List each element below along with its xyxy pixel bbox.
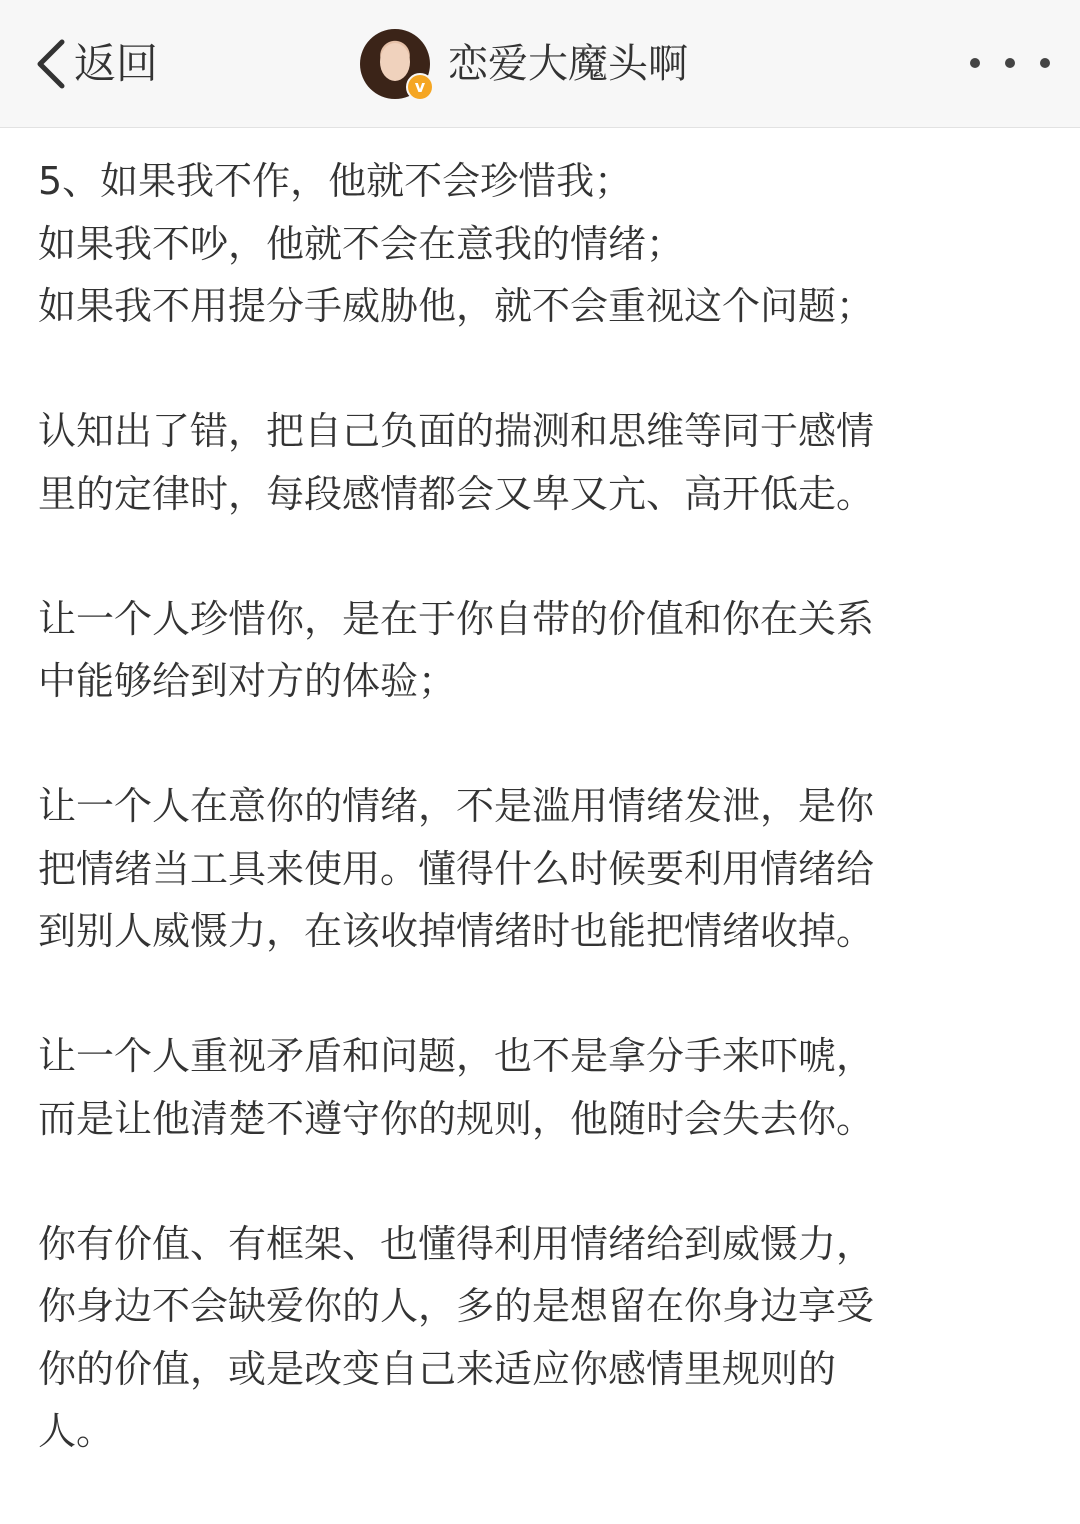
post-line: 中能够给到对方的体验；	[38, 659, 457, 703]
more-dots-icon	[1040, 58, 1050, 68]
post-line: 把情绪当工具来使用。懂得什么时候要利用情绪给	[38, 846, 875, 891]
post-line: 如果我不用提分手威胁他，就不会重视这个问题；	[38, 284, 875, 328]
more-dots-icon	[970, 58, 980, 68]
post-line: 让一个人重视矛盾和问题，也不是拿分手来吓唬，	[38, 1034, 875, 1078]
post-line: 而是让他清楚不遵守你的规则，他随时会失去你。	[38, 1096, 875, 1141]
paragraph-spacer	[38, 338, 1042, 401]
avatar-face	[380, 43, 410, 81]
chevron-left-icon	[32, 34, 72, 94]
paragraph-spacer	[38, 713, 1042, 776]
more-dots-icon	[1005, 58, 1015, 68]
post-line: 让一个人在意你的情绪，不是滥用情绪发泄，是你	[38, 784, 875, 828]
paragraph-spacer	[38, 1150, 1042, 1213]
post-line: 5、如果我不作，他就不会珍惜我；	[38, 159, 633, 203]
post-line: 到别人威慑力，在该收掉情绪时也能把情绪收掉。	[38, 909, 875, 953]
post-line: 你的价值，或是改变自己来适应你感情里规则的	[38, 1346, 837, 1391]
back-button[interactable]	[32, 30, 158, 98]
username[interactable]: 恋爱大魔头啊	[448, 41, 688, 87]
avatar[interactable]	[360, 29, 430, 99]
post-line: 让一个人珍惜你，是在于你自带的价值和你在关系	[38, 596, 875, 641]
more-options-button[interactable]	[970, 38, 1050, 88]
paragraph-spacer	[38, 525, 1042, 588]
post-line: 里的定律时，每段感情都会又卑又亢、高开低走。	[38, 471, 875, 516]
post-line: 认知出了错，把自己负面的揣测和思维等同于感情	[38, 409, 875, 453]
post-line: 你身边不会缺爱你的人，多的是想留在你身边享受	[38, 1284, 875, 1328]
verified-badge-icon: v	[406, 73, 434, 101]
paragraph-spacer	[38, 963, 1042, 1026]
back-label: 返回	[74, 39, 159, 88]
post-body	[38, 150, 1042, 1463]
post-line: 你有价值、有框架、也懂得利用情绪给到威慑力，	[38, 1221, 875, 1266]
profile-header[interactable]	[360, 28, 688, 100]
post-line: 如果我不吵，他就不会在意我的情绪；	[38, 221, 685, 266]
post-line: 人。	[38, 1409, 115, 1453]
top-navigation-bar	[0, 0, 1080, 128]
